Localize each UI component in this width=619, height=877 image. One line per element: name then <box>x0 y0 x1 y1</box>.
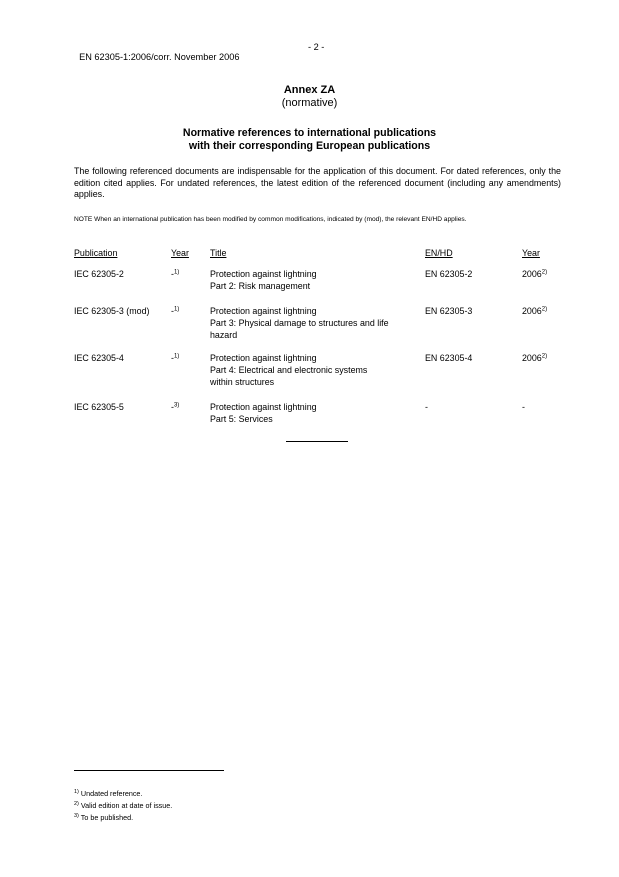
column-header-year: Year <box>171 248 189 258</box>
publication-cell: IEC 62305-3 (mod) <box>74 306 150 316</box>
en-hd-cell: EN 62305-3 <box>425 306 473 316</box>
year-cell: -$^{1)}$ <box>171 269 180 279</box>
section-heading-line-1: Normative references to international publications <box>182 127 437 139</box>
footnote: $^{3)}$ To be published. <box>74 813 134 822</box>
year-cell: -$^{1)}$ <box>171 306 180 316</box>
page-number: - 2 - <box>308 42 325 52</box>
footnote: $^{2)}$ Valid edition at date of issue. <box>74 801 173 810</box>
publication-cell: IEC 62305-5 <box>74 402 124 412</box>
footnote-separator <box>74 770 224 771</box>
title-cell: Protection against lightning Part 3: Physical damage to structures and life hazard <box>210 306 389 341</box>
note-paragraph: NOTE When an international publication has been modified by common modifications, indicated by (mod), the relevant EN/HD applies. <box>74 216 467 223</box>
column-header-title: Title <box>210 248 227 258</box>
column-header-en-hd: EN/HD <box>425 248 453 258</box>
en-year-cell: 2006$^{2)}$ <box>522 269 548 279</box>
en-hd-cell: EN 62305-2 <box>425 269 473 279</box>
annex-title: Annex ZA <box>283 84 336 96</box>
year-cell: -$^{3)}$ <box>171 402 180 412</box>
footnote: $^{1)}$ Undated reference. <box>74 789 143 798</box>
intro-paragraph: The following referenced documents are indispensable for the application of this document. For dated references, only the edition cited applies. For undated references, the latest edition of the referenced document (including any amendments) applies. <box>74 166 561 200</box>
en-hd-cell: EN 62305-4 <box>425 353 473 363</box>
annex-status: (normative) <box>281 97 338 109</box>
publication-cell: IEC 62305-2 <box>74 269 124 279</box>
publication-cell: IEC 62305-4 <box>74 353 124 363</box>
column-header-publication: Publication <box>74 248 118 258</box>
table-end-rule <box>286 441 348 442</box>
en-hd-cell: - <box>425 402 428 412</box>
title-cell: Protection against lightning Part 5: Services <box>210 402 317 425</box>
title-cell: Protection against lightning Part 2: Risk management <box>210 269 317 292</box>
title-cell: Protection against lightning Part 4: Electrical and electronic systems within structures <box>210 353 368 388</box>
document-reference: EN 62305-1:2006/corr. November 2006 <box>79 52 240 62</box>
section-heading-line-2: with their corresponding European publications <box>188 140 431 152</box>
column-header-en-year: Year <box>522 248 540 258</box>
en-year-cell: 2006$^{2)}$ <box>522 353 548 363</box>
year-cell: -$^{1)}$ <box>171 353 180 363</box>
en-year-cell: - <box>522 402 525 412</box>
en-year-cell: 2006$^{2)}$ <box>522 306 548 316</box>
